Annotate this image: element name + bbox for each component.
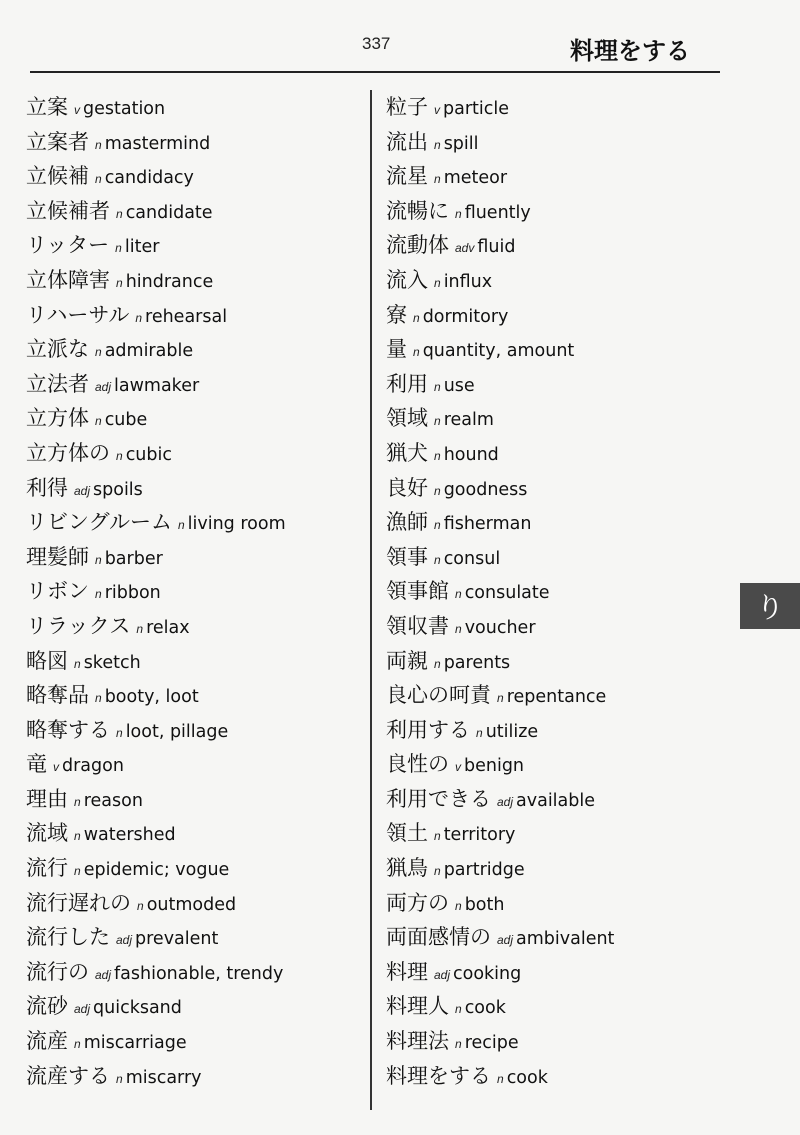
entry-headword: 立派な — [26, 337, 89, 362]
entry-gloss: liter — [124, 237, 160, 258]
entry-gloss: goodness — [443, 479, 528, 500]
entry-part-of-speech: n — [137, 898, 144, 913]
entry-gloss: fluently — [464, 202, 531, 223]
entry-gloss: candidacy — [104, 168, 194, 189]
entry-headword: 流域 — [26, 821, 68, 846]
entry-part-of-speech: adj — [497, 933, 514, 948]
entry-part-of-speech: adj — [74, 483, 91, 498]
dictionary-entry — [26, 159, 366, 194]
entry-gloss: meteor — [443, 168, 508, 189]
entry-part-of-speech: n — [116, 448, 123, 463]
entry-headword: リラックス — [26, 613, 131, 638]
dictionary-entry — [386, 263, 726, 298]
entry-part-of-speech: n — [434, 483, 441, 498]
entry-headword: 利用 — [386, 371, 428, 396]
entry-part-of-speech: n — [116, 275, 123, 290]
dictionary-entry — [26, 1024, 366, 1059]
entry-headword: 流行の — [26, 959, 89, 984]
dictionary-entry — [26, 989, 366, 1024]
entry-headword: リビングルーム — [26, 510, 172, 535]
entry-headword: 流暢に — [386, 198, 449, 223]
entry-headword: 立案者 — [26, 129, 89, 154]
entry-part-of-speech: n — [135, 310, 143, 325]
entry-part-of-speech: v — [53, 760, 59, 775]
entry-part-of-speech: n — [74, 1037, 81, 1052]
entry-part-of-speech: n — [455, 206, 462, 221]
dictionary-entry — [386, 159, 726, 194]
entry-part-of-speech: adj — [497, 794, 514, 809]
page-number: 337 — [362, 34, 391, 53]
dictionary-entry — [26, 747, 366, 782]
entry-gloss: epidemic; vogue — [83, 860, 230, 881]
entry-gloss: prevalent — [135, 929, 219, 950]
entry-headword: 寮 — [386, 302, 407, 327]
dictionary-entry — [386, 816, 726, 851]
entry-headword: 流産 — [26, 1029, 68, 1054]
entry-gloss: watershed — [83, 825, 176, 846]
dictionary-entry — [26, 1059, 366, 1094]
entry-gloss: recipe — [464, 1033, 519, 1054]
entry-gloss: cubic — [125, 444, 172, 465]
entry-headword: リハーサル — [26, 302, 130, 327]
entry-gloss: fluid — [477, 237, 516, 258]
dictionary-entry — [26, 401, 366, 436]
entry-part-of-speech: v — [455, 760, 461, 775]
entry-part-of-speech: n — [434, 275, 441, 290]
entry-gloss: admirable — [104, 341, 194, 362]
entry-headword: 利得 — [26, 475, 68, 500]
dictionary-entry — [26, 298, 366, 333]
entry-gloss: spoils — [93, 479, 143, 500]
entry-gloss: dormitory — [422, 306, 509, 327]
entry-gloss: quicksand — [93, 998, 182, 1019]
entry-gloss: living room — [187, 514, 286, 535]
dictionary-entry — [386, 989, 726, 1024]
entry-part-of-speech: adj — [116, 933, 133, 948]
entry-part-of-speech: n — [177, 518, 185, 533]
entry-part-of-speech: n — [95, 691, 102, 706]
entry-part-of-speech: n — [434, 379, 441, 394]
entry-headword: 立方体 — [26, 406, 89, 431]
entry-headword: 略図 — [26, 648, 68, 673]
dictionary-entry — [26, 816, 366, 851]
entry-gloss: booty, loot — [104, 687, 199, 708]
entry-headword: 領事館 — [386, 579, 449, 604]
entry-part-of-speech: adj — [95, 967, 112, 982]
entry-headword: 流入 — [386, 267, 428, 292]
entry-gloss: both — [464, 894, 505, 915]
dictionary-entry — [386, 886, 726, 921]
dictionary-entry — [26, 782, 366, 817]
dictionary-entry — [26, 263, 366, 298]
entry-gloss: cook — [506, 1067, 548, 1088]
entry-part-of-speech: v — [434, 103, 440, 117]
entry-headword: 流出 — [386, 129, 428, 154]
entry-headword: 立法者 — [26, 371, 89, 396]
entry-part-of-speech: n — [116, 1071, 123, 1086]
entry-part-of-speech: n — [497, 1071, 504, 1086]
entry-gloss: benign — [464, 756, 525, 777]
entry-part-of-speech: n — [413, 310, 420, 325]
entry-part-of-speech: n — [476, 725, 483, 740]
entry-headword: 立候補 — [26, 164, 89, 189]
dictionary-entry — [386, 194, 726, 229]
entry-part-of-speech: n — [434, 518, 441, 533]
entry-headword: 良好 — [386, 475, 428, 500]
entry-headword: 流動体 — [386, 233, 449, 258]
entry-gloss: fisherman — [443, 514, 532, 535]
dictionary-entry — [26, 332, 366, 367]
entry-headword: 流産する — [26, 1063, 110, 1088]
entry-part-of-speech: n — [95, 552, 102, 567]
entry-headword: 粒子 — [386, 95, 428, 119]
entry-gloss: outmoded — [146, 894, 237, 915]
dictionary-entry — [386, 609, 726, 644]
entry-headword: 料理 — [386, 959, 428, 984]
dictionary-entry — [386, 401, 726, 436]
entry-gloss: repentance — [506, 687, 607, 708]
entry-headword: 領域 — [386, 406, 428, 431]
entry-part-of-speech: n — [95, 172, 102, 187]
dictionary-entry — [386, 713, 726, 748]
dictionary-entry — [26, 125, 366, 160]
entry-headword: 良心の呵責 — [386, 683, 491, 708]
entry-headword: 猟鳥 — [386, 856, 428, 881]
entry-gloss: fashionable, trendy — [114, 963, 284, 984]
entry-gloss: cook — [464, 998, 506, 1019]
entry-gloss: available — [516, 790, 596, 811]
dictionary-entry — [26, 505, 366, 540]
entry-gloss: utilize — [485, 721, 539, 742]
dictionary-entry — [386, 574, 726, 609]
dictionary-entry — [386, 678, 726, 713]
dictionary-entry — [386, 782, 726, 817]
dictionary-entry — [386, 90, 726, 125]
dictionary-entry — [26, 367, 366, 402]
left-column — [26, 90, 366, 1093]
entry-gloss: spill — [443, 133, 479, 154]
entry-headword: 立案 — [26, 95, 68, 119]
entry-headword: 理由 — [26, 786, 68, 811]
entry-part-of-speech: n — [74, 864, 81, 879]
entry-headword: 利用する — [386, 717, 470, 742]
dictionary-entry — [26, 90, 366, 125]
entry-part-of-speech: n — [434, 552, 441, 567]
entry-gloss: hound — [443, 444, 499, 465]
dictionary-entry — [386, 1059, 726, 1094]
entry-part-of-speech: n — [497, 691, 504, 706]
entry-gloss: reason — [83, 790, 143, 811]
entry-part-of-speech: n — [434, 656, 441, 671]
entry-gloss: partridge — [443, 860, 525, 881]
entry-part-of-speech: n — [434, 137, 441, 152]
right-column — [386, 90, 726, 1093]
dictionary-entry — [386, 125, 726, 160]
dictionary-entry — [26, 955, 366, 990]
entry-headword: 漁師 — [386, 510, 428, 535]
entry-part-of-speech: adv — [455, 241, 475, 256]
entry-headword: 流砂 — [26, 994, 68, 1019]
entry-gloss: loot, pillage — [125, 721, 229, 742]
entry-part-of-speech: n — [74, 656, 81, 671]
dictionary-entry — [386, 747, 726, 782]
entry-gloss: ambivalent — [516, 929, 615, 950]
entry-headword: 領事 — [386, 544, 428, 569]
entry-part-of-speech: n — [434, 414, 441, 429]
entry-part-of-speech: n — [74, 829, 81, 844]
dictionary-entry — [26, 471, 366, 506]
entry-gloss: parents — [443, 652, 511, 673]
entry-gloss: use — [443, 375, 475, 396]
entry-headword: 流行遅れの — [26, 890, 131, 915]
dictionary-entry — [26, 886, 366, 921]
entry-gloss: cube — [104, 410, 148, 431]
thumb-index-tab: り — [740, 583, 800, 629]
dictionary-entry — [386, 920, 726, 955]
entry-gloss: sketch — [83, 652, 141, 673]
dictionary-entry — [386, 644, 726, 679]
entry-gloss: miscarriage — [83, 1033, 187, 1054]
dictionary-entry — [26, 574, 366, 609]
entry-gloss: rehearsal — [145, 306, 228, 327]
header-rule — [30, 71, 720, 73]
dictionary-entry — [386, 955, 726, 990]
entry-part-of-speech: n — [455, 1037, 462, 1052]
dictionary-entry — [386, 298, 726, 333]
dictionary-entry — [26, 851, 366, 886]
entry-part-of-speech: n — [434, 172, 441, 187]
entry-gloss: realm — [443, 410, 494, 431]
dictionary-entry — [386, 332, 726, 367]
entry-gloss: voucher — [464, 617, 536, 638]
entry-part-of-speech: n — [116, 725, 123, 740]
entry-part-of-speech: n — [434, 829, 441, 844]
entry-headword: 領土 — [386, 821, 428, 846]
entry-headword: 立方体の — [26, 440, 110, 465]
entry-headword: リッター — [26, 233, 110, 258]
dictionary-entry — [26, 540, 366, 575]
dictionary-entry — [386, 540, 726, 575]
entry-part-of-speech: n — [95, 345, 102, 360]
entry-part-of-speech: n — [95, 137, 102, 152]
dictionary-entry — [386, 471, 726, 506]
dictionary-entry — [386, 436, 726, 471]
entry-headword: 略奪する — [26, 717, 110, 742]
entry-gloss: dragon — [62, 756, 124, 777]
dictionary-entry — [386, 505, 726, 540]
entry-part-of-speech: n — [95, 587, 102, 602]
entry-part-of-speech: n — [115, 241, 122, 256]
dictionary-entry — [26, 920, 366, 955]
entry-headword: 料理人 — [386, 994, 449, 1019]
entry-gloss: territory — [443, 825, 516, 846]
entry-headword: 料理法 — [386, 1029, 449, 1054]
entry-gloss: barber — [104, 548, 163, 569]
entry-gloss: consulate — [464, 583, 550, 604]
column-divider — [370, 90, 372, 1110]
entry-headword: 流行 — [26, 856, 68, 881]
entry-headword: 略奪品 — [26, 683, 89, 708]
entry-gloss: ribbon — [104, 583, 161, 604]
entry-headword: 立候補者 — [26, 198, 110, 223]
dictionary-entry — [26, 713, 366, 748]
entry-gloss: consul — [443, 548, 501, 569]
entry-part-of-speech: adj — [74, 1002, 91, 1017]
entry-headword: 利用できる — [386, 786, 491, 811]
entry-gloss: hindrance — [125, 271, 214, 292]
entry-part-of-speech: n — [455, 898, 462, 913]
dictionary-entry — [26, 644, 366, 679]
entry-part-of-speech: n — [455, 587, 462, 602]
entry-headword: 良性の — [386, 752, 449, 777]
entry-gloss: particle — [443, 99, 510, 119]
entry-part-of-speech: n — [434, 864, 441, 879]
entry-headword: 領収書 — [386, 613, 449, 638]
dictionary-entry — [386, 228, 726, 263]
entry-headword: 両面感情の — [386, 925, 491, 950]
entry-headword: 竜 — [26, 752, 47, 777]
entry-part-of-speech: n — [455, 621, 462, 636]
dictionary-entry — [26, 609, 366, 644]
dictionary-entry — [386, 367, 726, 402]
entry-headword: 両親 — [386, 648, 428, 673]
entry-gloss: cooking — [453, 963, 522, 984]
entry-part-of-speech: n — [413, 345, 420, 360]
entry-headword: リボン — [26, 579, 89, 604]
entry-headword: 量 — [386, 337, 407, 362]
entry-headword: 理髪師 — [26, 544, 89, 569]
entry-headword: 料理をする — [386, 1063, 491, 1088]
entry-part-of-speech: n — [116, 206, 123, 221]
dictionary-entry — [26, 228, 366, 263]
entry-part-of-speech: adj — [95, 379, 112, 394]
entry-part-of-speech: n — [95, 414, 102, 429]
entry-gloss: miscarry — [125, 1067, 202, 1088]
dictionary-entry — [26, 678, 366, 713]
entry-headword: 両方の — [386, 890, 449, 915]
dictionary-entry — [386, 851, 726, 886]
entry-part-of-speech: n — [455, 1002, 462, 1017]
entry-part-of-speech: v — [74, 103, 80, 117]
entry-headword: 流星 — [386, 164, 428, 189]
entry-gloss: quantity, amount — [422, 341, 575, 362]
dictionary-entry — [26, 436, 366, 471]
entry-gloss: gestation — [83, 99, 166, 119]
entry-gloss: relax — [146, 617, 190, 638]
entry-gloss: influx — [443, 271, 493, 292]
entry-part-of-speech: adj — [434, 967, 451, 982]
entry-part-of-speech: n — [136, 621, 144, 636]
entry-part-of-speech: n — [434, 448, 441, 463]
entry-headword: 猟犬 — [386, 440, 428, 465]
entry-part-of-speech: n — [74, 794, 81, 809]
entry-gloss: lawmaker — [114, 375, 200, 396]
entry-gloss: candidate — [125, 202, 213, 223]
dictionary-entry — [386, 1024, 726, 1059]
entry-headword: 立体障害 — [26, 267, 110, 292]
page-title: 料理をする — [570, 37, 690, 65]
dictionary-entry — [26, 194, 366, 229]
entry-headword: 流行した — [26, 925, 110, 950]
entry-gloss: mastermind — [104, 133, 211, 154]
